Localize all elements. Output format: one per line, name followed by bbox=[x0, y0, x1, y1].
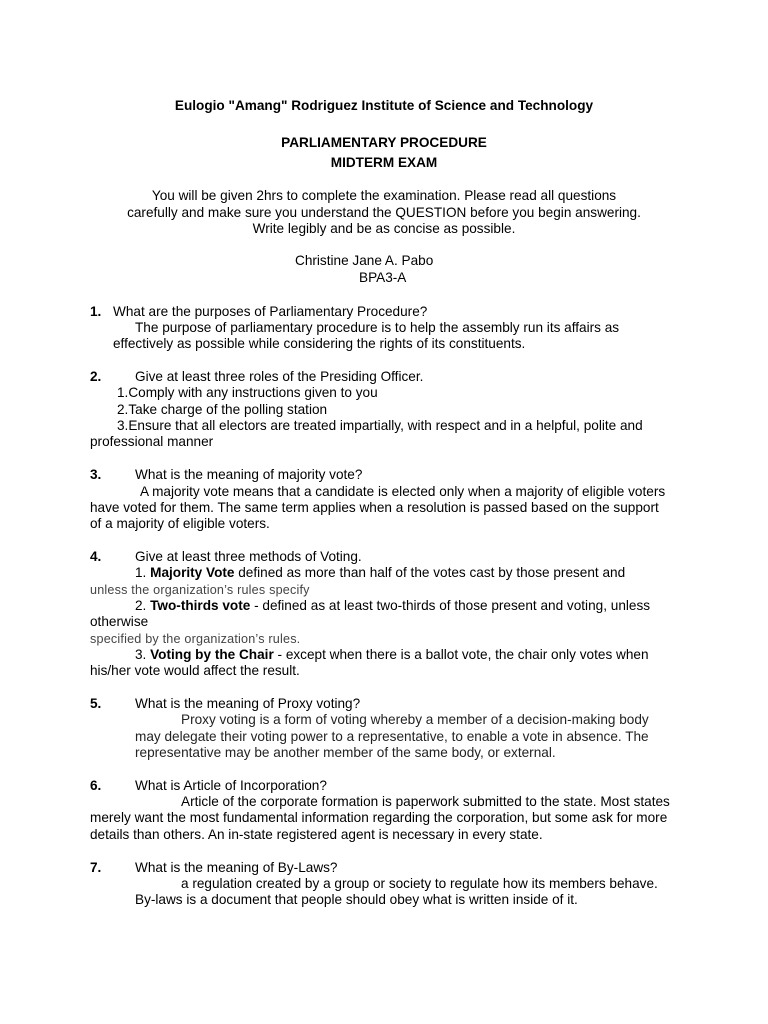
answer-line: A majority vote means that a candidate is elected only when a majority of eligible voters bbox=[140, 484, 666, 499]
voting-method-2 bbox=[135, 598, 650, 614]
voting-method-3 bbox=[135, 647, 649, 663]
answer-line: merely want the most fundamental information regarding the corporation, but some ask for more bbox=[90, 810, 668, 825]
answer-line: effectively as possible while considering the rights of its constituents. bbox=[113, 336, 526, 351]
method-definition: defined as more than half of the votes cast by those present and bbox=[234, 565, 626, 580]
question-text: What is Article of Incorporation? bbox=[135, 778, 327, 793]
answer-line: Article of the corporate formation is paperwork submitted to the state. Most states bbox=[181, 794, 670, 809]
answer-line: 1.Comply with any instructions given to you bbox=[117, 385, 378, 400]
answer-line: representative may be another member of the same body, or external. bbox=[135, 745, 556, 760]
answer-line: unless the organization’s rules specify bbox=[90, 583, 310, 597]
exam-title: MIDTERM EXAM bbox=[330, 155, 438, 170]
method-term: Voting by the Chair bbox=[150, 647, 274, 662]
method-definition: - defined as at least two-thirds of those present and voting, unless bbox=[250, 598, 651, 613]
method-index: 3. bbox=[135, 647, 151, 662]
instructions-line: Write legibly and be as concise as possible. bbox=[252, 221, 516, 236]
question-number: 6. bbox=[90, 778, 102, 793]
instructions-line: You will be given 2hrs to complete the examination. Please read all questions bbox=[151, 188, 617, 203]
question-number: 3. bbox=[90, 467, 102, 482]
student-name: Christine Jane A. Pabo bbox=[295, 253, 434, 268]
method-definition: - except when there is a ballot vote, the chair only votes when bbox=[273, 647, 649, 662]
question-number: 2. bbox=[90, 369, 102, 384]
answer-line: Proxy voting is a form of voting whereby a member of a decision-making body bbox=[181, 712, 649, 727]
answer-line: have voted for them. The same term applies when a resolution is passed based on the support bbox=[90, 500, 659, 515]
question-text: What is the meaning of majority vote? bbox=[135, 467, 363, 482]
answer-line: 3.Ensure that all electors are treated impartially, with respect and in a helpful, polite and bbox=[117, 418, 643, 433]
instructions-line: carefully and make sure you understand the QUESTION before you begin answering. bbox=[127, 205, 641, 220]
question-text: Give at least three methods of Voting. bbox=[135, 549, 362, 564]
answer-line: of a majority of eligible voters. bbox=[90, 516, 270, 531]
question-number: 5. bbox=[90, 696, 102, 711]
question-text: What is the meaning of Proxy voting? bbox=[135, 696, 361, 711]
answer-line: professional manner bbox=[90, 434, 214, 449]
student-section: BPA3-A bbox=[359, 270, 407, 285]
voting-method-1 bbox=[135, 565, 625, 581]
question-number: 1. bbox=[90, 304, 102, 319]
method-term: Two-thirds vote bbox=[150, 598, 251, 613]
question-text: Give at least three roles of the Presiding Officer. bbox=[135, 369, 424, 384]
answer-line: By-laws is a document that people should obey what is written inside of it. bbox=[135, 892, 578, 907]
answer-line: otherwise bbox=[90, 614, 149, 629]
answer-line: his/her vote would affect the result. bbox=[90, 663, 300, 678]
question-text: What is the meaning of By-Laws? bbox=[135, 860, 338, 875]
answer-line: may delegate their voting power to a representative, to enable a vote in absence. The bbox=[135, 729, 649, 744]
answer-line: details than others. An in-state registered agent is necessary in every state. bbox=[90, 827, 543, 842]
answer-line: 2.Take charge of the polling station bbox=[117, 402, 328, 417]
institution-title: Eulogio "Amang" Rodriguez Institute of Science and Technology bbox=[174, 98, 594, 113]
answer-line: The purpose of parliamentary procedure is to help the assembly run its affairs as bbox=[135, 320, 620, 335]
method-index: 1. bbox=[135, 565, 151, 580]
answer-line: specified by the organization’s rules. bbox=[90, 632, 301, 646]
course-title: PARLIAMENTARY PROCEDURE bbox=[281, 135, 487, 150]
question-text: What are the purposes of Parliamentary Procedure? bbox=[113, 304, 428, 319]
method-term: Majority Vote bbox=[150, 565, 235, 580]
method-index: 2. bbox=[135, 598, 151, 613]
question-number: 7. bbox=[90, 860, 102, 875]
question-number: 4. bbox=[90, 549, 102, 564]
answer-line: a regulation created by a group or society to regulate how its members behave. bbox=[181, 876, 658, 891]
